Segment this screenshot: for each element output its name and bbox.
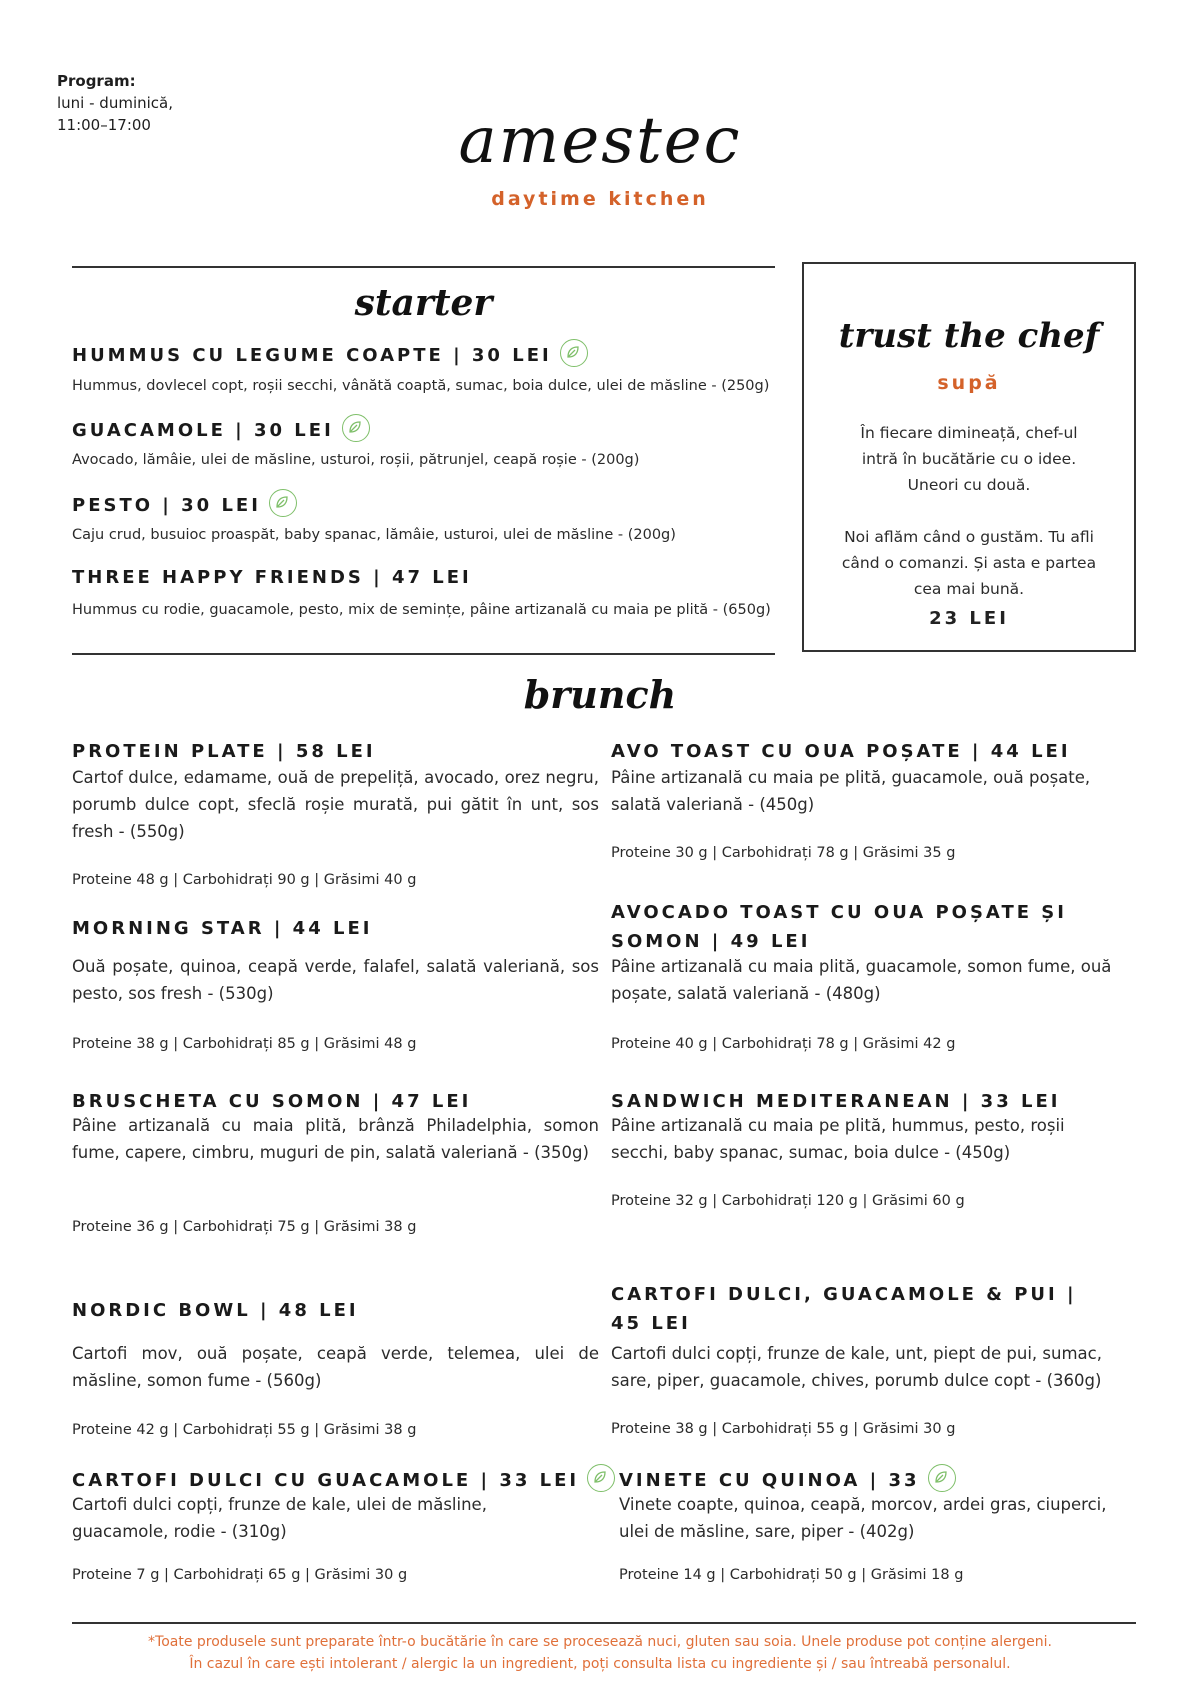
menu-item-description: Pâine artizanală cu maia plită, guacamole, somon fume, ouă poșate, salată valeriană - (480g) <box>611 957 1112 1003</box>
divider <box>72 266 775 268</box>
chef-text-line: cea mai bună. <box>913 580 1025 598</box>
menu-item-description: Caju crud, busuioc proaspăt, baby spanac, lămâie, usturoi, ulei de măsline - (200g) <box>72 527 676 543</box>
opening-time: 11:00–17:00 <box>57 116 151 134</box>
menu-item-title: NORDIC BOWL | 48 LEI <box>72 1300 359 1321</box>
chef-text-line: În fiecare dimineață, chef-ul <box>860 424 1078 442</box>
item-title-text: VINETE CU QUINOA | 33 <box>619 1470 920 1491</box>
menu-item-description: Ouă poșate, quinoa, ceapă verde, falafel, salată valeriană, sos pesto, sos fresh - (530g) <box>72 957 599 1003</box>
allergen-note: În cazul în care ești intolerant / alergic la un ingredient, poți consulta lista cu ingrediente și / sau întreabă personalul. <box>189 1656 1011 1672</box>
chef-text-line: Uneori cu două. <box>907 476 1031 494</box>
menu-item-description: Cartofi mov, ouă poșate, ceapă verde, telemea, ulei de măsline, somon fume - (560g) <box>72 1344 599 1390</box>
item-title-text: CARTOFI DULCI CU GUACAMOLE | 33 LEI <box>72 1470 580 1491</box>
menu-item-description: Cartofi dulci copți, frunze de kale, ulei de măsline, guacamole, rodie - (310g) <box>72 1495 487 1541</box>
nutrition-macros: Proteine 30 g | Carbohidrați 78 g | Grăsimi 35 g <box>611 845 956 861</box>
allergen-note: *Toate produsele sunt preparate într-o bucătărie în care se procesează nuci, gluten sau soia. Unele produse pot conține alergeni. <box>148 1634 1052 1650</box>
nutrition-macros: Proteine 7 g | Carbohidrați 65 g | Grăsimi 30 g <box>72 1567 408 1583</box>
leaf-icon <box>587 1464 615 1492</box>
divider <box>72 1622 1136 1624</box>
chef-text-line: Noi aflăm când o gustăm. Tu afli <box>844 528 1094 546</box>
tagline: daytime kitchen <box>491 188 709 210</box>
menu-item-title <box>72 492 297 520</box>
menu-item-description: Pâine artizanală cu maia pe plită, hummus, pesto, roșii secchi, baby spanac, sumac, boia dulce - (450g) <box>611 1116 1065 1162</box>
chef-description <box>832 420 1106 498</box>
leaf-icon <box>269 489 297 517</box>
trust-the-chef-box <box>802 262 1136 652</box>
nutrition-macros: Proteine 38 g | Carbohidrați 55 g | Grăsimi 30 g <box>611 1421 956 1437</box>
menu-item-title: CARTOFI DULCI, GUACAMOLE & PUI | 45 LEI <box>611 1284 1077 1334</box>
nutrition-macros: Proteine 40 g | Carbohidrați 78 g | Grăsimi 42 g <box>611 1036 956 1052</box>
item-title-text: GUACAMOLE | 30 LEI <box>72 420 334 441</box>
nutrition-macros: Proteine 38 g | Carbohidrați 85 g | Grăsimi 48 g <box>72 1036 417 1052</box>
chef-text-line: când o comanzi. Și asta e partea <box>841 554 1097 572</box>
leaf-icon <box>928 1464 956 1492</box>
menu-item-title: SANDWICH MEDITERANEAN | 33 LEI <box>611 1091 1061 1112</box>
item-title-text: PESTO | 30 LEI <box>72 495 261 516</box>
nutrition-macros: Proteine 14 g | Carbohidrați 50 g | Grăsimi 18 g <box>619 1567 964 1583</box>
menu-item-description: Cartofi dulci copți, frunze de kale, unt, piept de pui, sumac, sare, piper, guacamole, chives, porumb dulce copt - (360g) <box>611 1344 1102 1390</box>
chef-text-line: intră în bucătărie cu o idee. <box>861 450 1077 468</box>
program-label: Program: <box>57 72 136 90</box>
menu-item-title: MORNING STAR | 44 LEI <box>72 918 373 939</box>
leaf-icon <box>342 414 370 442</box>
restaurant-logo: amestec <box>458 104 742 178</box>
menu-item-title: BRUSCHETA CU SOMON | 47 LEI <box>72 1091 472 1112</box>
nutrition-macros: Proteine 42 g | Carbohidrați 55 g | Grăsimi 38 g <box>72 1422 417 1438</box>
chef-title: trust the chef <box>838 316 1100 356</box>
chef-price: 23 LEI <box>929 608 1009 629</box>
nutrition-macros: Proteine 32 g | Carbohidrați 120 g | Grăsimi 60 g <box>611 1193 965 1209</box>
chef-subtitle: supă <box>937 372 1001 394</box>
menu-item-description: Hummus cu rodie, guacamole, pesto, mix de semințe, pâine artizanală cu maia pe plită - (650g) <box>72 602 771 618</box>
opening-days: luni - duminică, <box>57 94 173 112</box>
menu-item-description: Pâine artizanală cu maia plită, brânză Philadelphia, somon fume, capere, cimbru, muguri de pin, salată valeriană - (350g) <box>72 1116 599 1162</box>
chef-description <box>832 524 1106 602</box>
brunch-heading: brunch <box>523 672 677 717</box>
menu-item-description: Avocado, lămâie, ulei de măsline, usturoi, roșii, pătrunjel, ceapă roșie - (200g) <box>72 452 640 468</box>
menu-item-description: Vinete coapte, quinoa, ceapă, morcov, ardei gras, ciuperci, ulei de măsline, sare, piper - (402g) <box>619 1495 1107 1541</box>
item-title-text: HUMMUS CU LEGUME COAPTE | 30 LEI <box>72 345 552 366</box>
nutrition-macros: Proteine 36 g | Carbohidrați 75 g | Grăsimi 38 g <box>72 1219 417 1235</box>
menu-item-description: Cartof dulce, edamame, ouă de prepeliță, avocado, orez negru, porumb dulce copt, sfeclă roșie murată, pui gătit în unt, sos fresh - (550g) <box>72 768 599 841</box>
menu-item-description: Pâine artizanală cu maia pe plită, guacamole, ouă poșate, salată valeriană - (450g) <box>611 768 1091 814</box>
menu-item-title: THREE HAPPY FRIENDS | 47 LEI <box>72 567 472 588</box>
leaf-icon <box>560 339 588 367</box>
menu-item-title: AVO TOAST CU OUA POȘATE | 44 LEI <box>611 741 1071 762</box>
menu-item-title: AVOCADO TOAST CU OUA POȘATE ȘI SOMON | 49 LEI <box>611 902 1067 952</box>
starter-heading: starter <box>354 282 493 324</box>
menu-item-title: PROTEIN PLATE | 58 LEI <box>72 741 376 762</box>
nutrition-macros: Proteine 48 g | Carbohidrați 90 g | Grăsimi 40 g <box>72 872 417 888</box>
menu-item-description: Hummus, dovlecel copt, roșii secchi, vânătă coaptă, sumac, boia dulce, ulei de măsline - (250g) <box>72 378 770 394</box>
menu-item-title <box>72 417 370 445</box>
menu-item-title <box>72 342 588 370</box>
divider <box>72 653 775 655</box>
